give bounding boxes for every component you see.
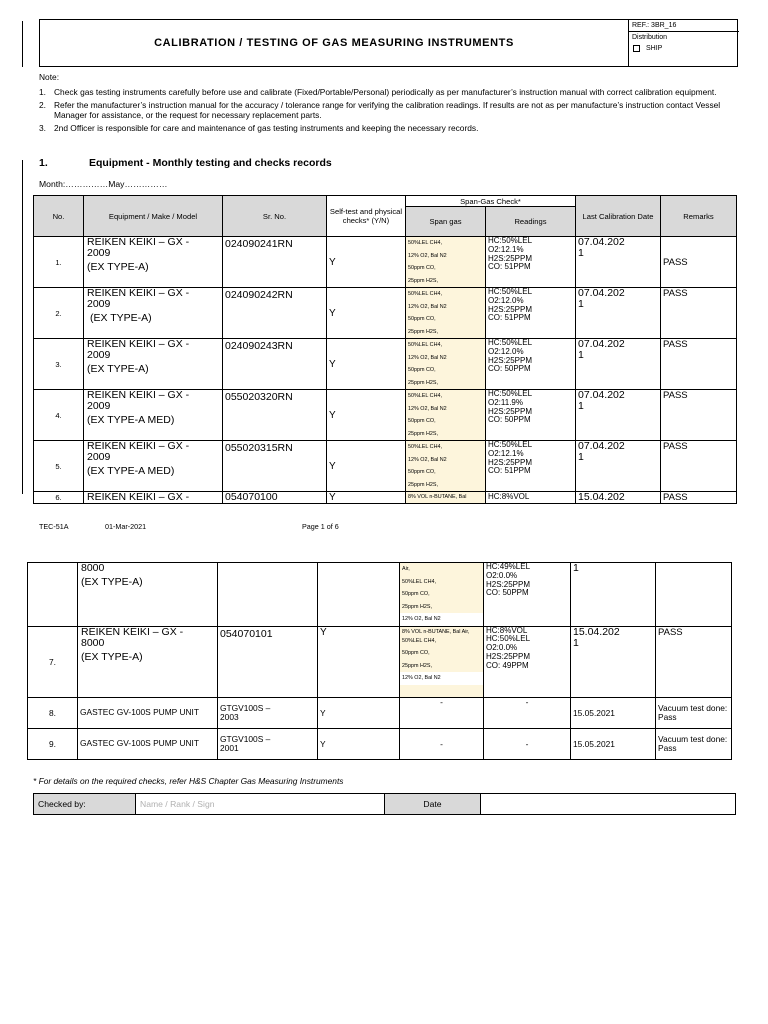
footer-page-number: Page 1 of 6 bbox=[302, 522, 339, 531]
distribution-label: Distribution bbox=[632, 34, 668, 41]
notes-label: Note: bbox=[39, 72, 60, 82]
table-row: 7. REIKEN KEIKI – GX - 8000 (EX TYPE-A) 054070101 Y 8% VOL n-BUTANE, Bal Air, 50%LEL CH4, 50ppm CO, 25ppm H2S, 12% O2, Bal N2 HC:8%VOL HC:50%LEL O2:0.0% H2S:25PPM CO: 49PPM 15.04.202 1 PASS bbox=[28, 626, 732, 697]
section-heading: 1. Equipment - Monthly testing and checks records bbox=[39, 157, 332, 169]
table-row: 2. REIKEN KEIKI – GX - 2009 (EX TYPE-A) 024090242RN Y 50%LEL CH4, 12% O2, Bal N2 50ppm CO, 25ppm H2S, HC:50%LEL O2:12.0% H2S:25PPM CO: 51PPM 07.04.202 1 PASS bbox=[34, 288, 737, 339]
reference-code: REF.: 3BR_16 bbox=[629, 20, 739, 32]
table-row: 8. GASTEC GV-100S PUMP UNIT GTGV100S – 2003 Y - - 15.05.2021 Vacuum test done: Pass bbox=[28, 697, 732, 728]
table-row: 1. REIKEN KEIKI – GX - 2009 (EX TYPE-A) 024090241RN Y 50%LEL CH4, 12% O2, Bal N2 50ppm CO, 25ppm H2S, HC:50%LEL O2:12.1% H2S:25PPM CO: 51PPM 07.04.202 1 PASS bbox=[34, 237, 737, 288]
col-serial: Sr. No. bbox=[223, 196, 327, 237]
col-remarks: Remarks bbox=[661, 196, 737, 237]
notes bbox=[39, 72, 736, 133]
col-readings: Readings bbox=[486, 207, 576, 237]
col-no: No. bbox=[34, 196, 84, 237]
checked-by-field[interactable]: Name / Rank / Sign bbox=[136, 794, 385, 815]
note-item: 1. Check gas testing instruments carefully before use and calibrate (Fixed/Portable/Personal) periodically as per manufacturer’s instruction manual with correct calibration equipment. bbox=[39, 87, 717, 97]
ship-checkbox[interactable] bbox=[633, 45, 640, 52]
note-item: 2. Refer the manufacturer’s instruction manual for the accuracy / tolerance range for verifying the calibration readings. If results are not as per manufacture’s instruction contact Vessel Manager for assistance, or the request for necessary replacement parts. bbox=[39, 100, 721, 120]
table-row: 4. REIKEN KEIKI – GX - 2009 (EX TYPE-A MED) 055020320RN Y 50%LEL CH4, 12% O2, Bal N2 50ppm CO, 25ppm H2S, HC:50%LEL O2:11.9% H2S:25PPM CO: 50PPM 07.04.202 1 PASS bbox=[34, 390, 737, 441]
table-row: 6. REIKEN KEIKI – GX - 054070100 Y 8% VOL n-BUTANE, Bal HC:8%VOL 15.04.202 PASS bbox=[34, 492, 737, 504]
col-span-gas: Span gas bbox=[406, 207, 486, 237]
margin-bar-top bbox=[22, 21, 23, 67]
table-row: 5. REIKEN KEIKI – GX - 2009 (EX TYPE-A MED) 055020315RN Y 50%LEL CH4, 12% O2, Bal N2 50ppm CO, 25ppm H2S, HC:50%LEL O2:12.1% H2S:25PPM CO: 51PPM 07.04.202 1 PASS bbox=[34, 441, 737, 492]
table-row: 9. GASTEC GV-100S PUMP UNIT GTGV100S – 2001 Y - - 15.05.2021 Vacuum test done: Pass bbox=[28, 728, 732, 759]
month-line: Month:……………May…………… bbox=[39, 179, 168, 189]
col-last-cal: Last Calibration Date bbox=[576, 196, 661, 237]
equipment-table-continued bbox=[27, 562, 732, 760]
note-item: 3. 2nd Officer is responsible for care and maintenance of gas testing instruments and keeping the necessary records. bbox=[39, 123, 479, 133]
equipment-table bbox=[33, 195, 737, 504]
col-selftest: Self-test and physical checks* (Y/N) bbox=[327, 196, 406, 237]
document-title: CALIBRATION / TESTING OF GAS MEASURING INSTRUMENTS bbox=[154, 37, 514, 49]
required-checks-note: * For details on the required checks, refer H&S Chapter Gas Measuring Instruments bbox=[33, 776, 344, 786]
signoff-table bbox=[33, 793, 736, 815]
distribution-option bbox=[629, 43, 739, 54]
ship-label: SHIP bbox=[646, 45, 663, 52]
checked-by-label: Checked by: bbox=[34, 794, 136, 815]
date-label: Date bbox=[385, 794, 481, 815]
table-row: 8000 (EX TYPE-A) Air, 50%LEL CH4, 50ppm CO, 25ppm H2S, 12% O2, Bal N2 HC:49%LEL O2:0.0% H2S:25PPM CO: 50PPM 1 bbox=[28, 563, 732, 627]
document-header bbox=[39, 19, 738, 67]
col-span-group: Span-Gas Check* bbox=[406, 196, 576, 207]
footer-form-code: TEC-51A bbox=[39, 522, 69, 531]
footer-date: 01-Mar-2021 bbox=[105, 522, 147, 531]
col-equipment: Equipment / Make / Model bbox=[84, 196, 223, 237]
table-row: 3. REIKEN KEIKI – GX - 2009 (EX TYPE-A) 024090243RN Y 50%LEL CH4, 12% O2, Bal N2 50ppm CO, 25ppm H2S, HC:50%LEL O2:12.0% H2S:25PPM CO: 50PPM 07.04.202 1 PASS bbox=[34, 339, 737, 390]
header-meta bbox=[628, 20, 739, 66]
margin-bar bbox=[22, 160, 23, 494]
date-field[interactable] bbox=[481, 794, 736, 815]
